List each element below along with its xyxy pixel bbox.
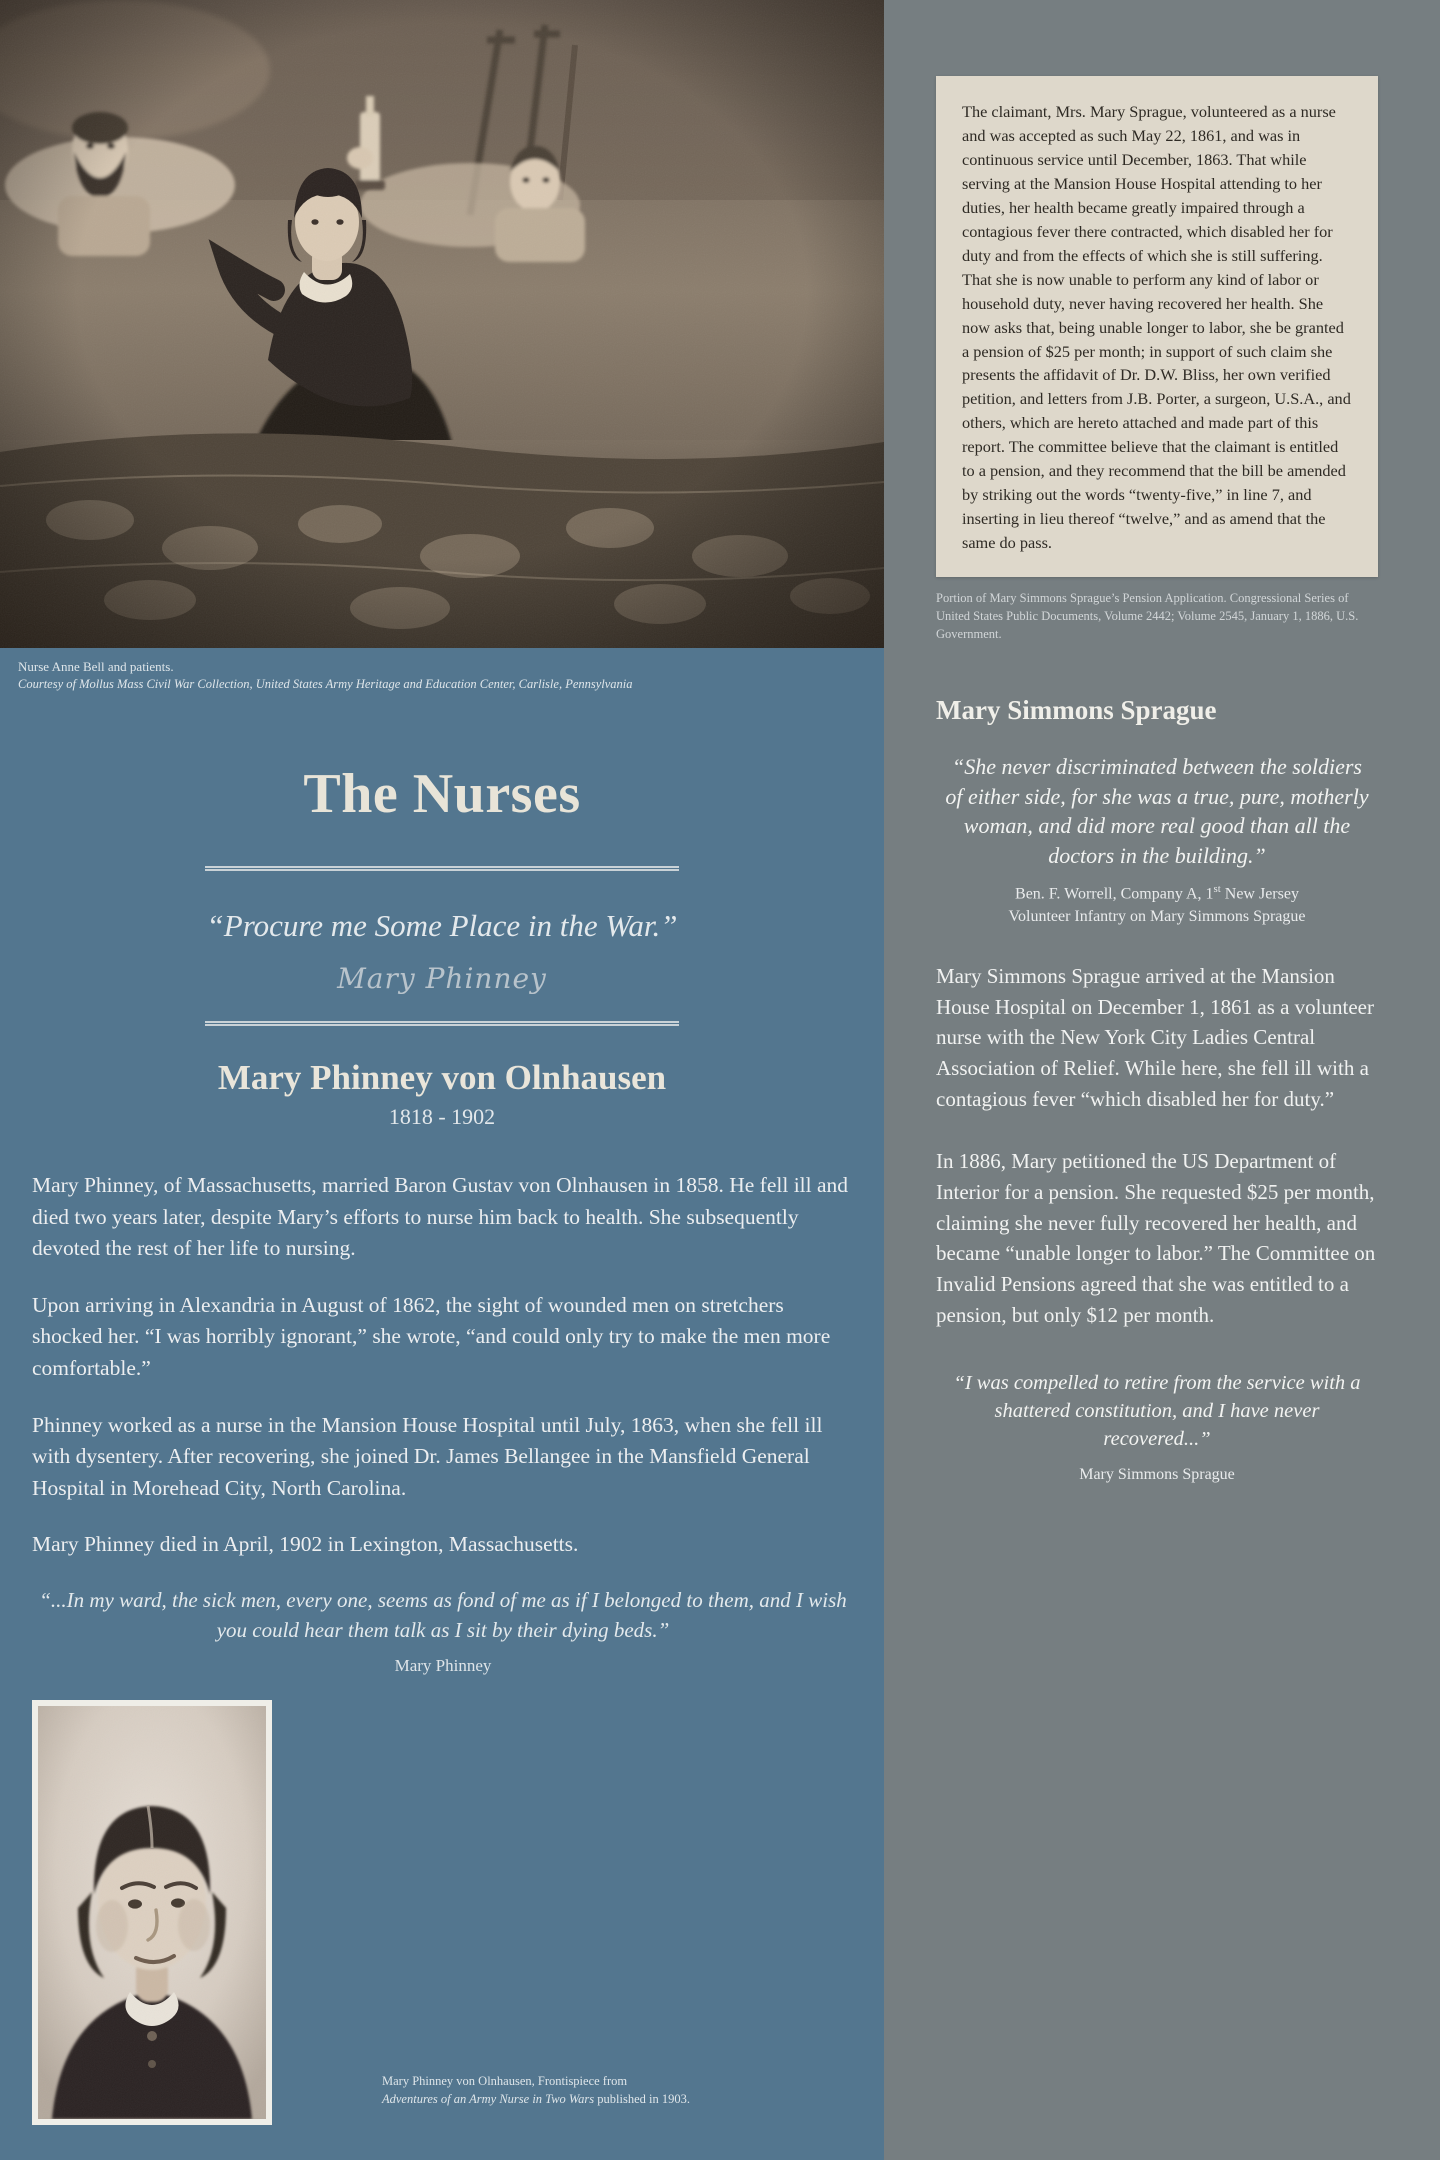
portrait-photograph — [32, 1700, 272, 2125]
divider-top — [205, 866, 679, 871]
left-paragraph-4: Mary Phinney died in April, 1902 in Lexington, Massachusetts. — [32, 1532, 579, 1557]
divider-bottom — [205, 1021, 679, 1026]
sprague-quote-attribution — [936, 882, 1378, 929]
hero-photograph — [0, 0, 884, 648]
right-paragraph-2: In 1886, Mary petitioned the US Department of Interior for a pension. She requested $25 per month, claiming she never fully recovered her health, and became “unable longer to labor.” The Committee on Invalid Pensions agreed that she was entitled to a pension, but only $12 per month. — [936, 1149, 1376, 1327]
headline-quote: “Procure me Some Place in the War.” — [206, 908, 678, 944]
hero-photo-caption-title: Nurse Anne Bell and patients. — [18, 659, 174, 674]
right-paragraph-1: Mary Simmons Sprague arrived at the Mansion House Hospital on December 1, 1861 as a volunteer nurse with the New York City Ladies Central Association of Relief. While here, she fell ill with a contagious fever “which disabled her for duty.” — [936, 964, 1374, 1111]
sprague-closing-quote-attribution: Mary Simmons Sprague — [1079, 1465, 1235, 1483]
sprague-heading: Mary Simmons Sprague — [936, 695, 1217, 726]
hero-photo-caption — [0, 648, 884, 694]
left-pull-quote-attribution: Mary Phinney — [394, 1655, 492, 1675]
person-name: Mary Phinney von Olnhausen — [217, 1057, 667, 1097]
sprague-quote-attribution-pre: Ben. F. Worrell, Company A, 1 — [1015, 885, 1214, 903]
right-column — [884, 0, 1440, 2160]
ordinal-suffix: st — [1213, 883, 1221, 896]
sprague-quote-attribution-post: New Jersey — [1220, 885, 1299, 903]
left-paragraph-2: Upon arriving in Alexandria in August of 1862, the sight of wounded men on stretchers shocked her. “I was horribly ignorant,” she wrote, “and could only try to make the men more comfortable.” — [32, 1292, 831, 1380]
portrait-photograph-image — [38, 1706, 266, 2119]
person-dates: 1818 - 1902 — [388, 1103, 496, 1129]
hero-photograph-image — [0, 0, 884, 648]
left-paragraph-1: Mary Phinney, of Massachusetts, married Baron Gustav von Olnhausen in 1858. He fell ill and died two years later, despite Mary’s efforts to nurse him back to health. She subsequently devoted the rest of her life to nursing. — [32, 1172, 849, 1261]
portrait-caption-tail: published in 1903. — [594, 2092, 691, 2107]
left-paragraph-3: Phinney worked as a nurse in the Mansion House Hospital until July, 1863, when she fell ill with dysentery. After recovering, she joined Dr. James Bellangee in the Mansfield General Hospital in Morehead City, North Carolina. — [32, 1412, 823, 1500]
sprague-quote: “She never discriminated between the soldiers of either side, for she was a true, pure, motherly woman, and did more real good than all the doctors in the building.” — [945, 754, 1369, 868]
page-title: The Nurses — [303, 763, 581, 826]
sprague-closing-quote: “I was compelled to retire from the service with a shattered constitution, and I have never recovered...” — [953, 1372, 1361, 1451]
headline-signature: Mary Phinney — [337, 961, 547, 995]
portrait-caption-book-title: Adventures of an Army Nurse in Two Wars — [382, 2092, 595, 2107]
sprague-quote-attribution-line2: Volunteer Infantry on Mary Simmons Sprague — [1008, 908, 1306, 926]
hero-photo-caption-credit: Courtesy of Mollus Mass Civil War Collection, United States Army Heritage and Education Center, Carlisle, Pennsylvania — [18, 677, 633, 692]
portrait-caption — [382, 2072, 822, 2108]
left-pull-quote: “...In my ward, the sick men, every one, seems as fond of me as if I belonged to them, and I wish you could hear them talk as I sit by their dying beds.” — [39, 1587, 847, 1642]
portrait-caption-line1: Mary Phinney von Olnhausen, Frontispiece from — [382, 2074, 628, 2088]
left-body — [0, 1170, 884, 1676]
pension-document-card: The claimant, Mrs. Mary Sprague, volunteered as a nurse and was accepted as such May 22, 1861, and was in continuous service until December, 1863. That while serving at the Mansion House Hospital attending to her duties, her health became greatly impaired through a contagious fever there contracted, which disabled her for duty and from the effects of which she is still suffering. That she is now unable to perform any kind of labor or household duty, never having recovered her health. She now asks that, being unable longer to labor, she be granted a pension of $25 per month; in support of such claim she presents the affidavit of Dr. D.W. Bliss, her own verified petition, and letters from J.B. Porter, a surgeon, U.S.A., and others, which are hereto attached and made part of this report. The committee believe that the claimant is entitled to a pension, and they recommend that the bill be amended by striking out the words “twenty-five,” in line 7, and inserting in lieu thereof “twelve,” and as amend that the same do pass. — [936, 76, 1378, 577]
pension-document-credit: Portion of Mary Simmons Sprague’s Pension Application. Congressional Series of United States Public Documents, Volume 2442; Volume 2545, January 1, 1886, U.S. Government. — [936, 591, 1359, 642]
